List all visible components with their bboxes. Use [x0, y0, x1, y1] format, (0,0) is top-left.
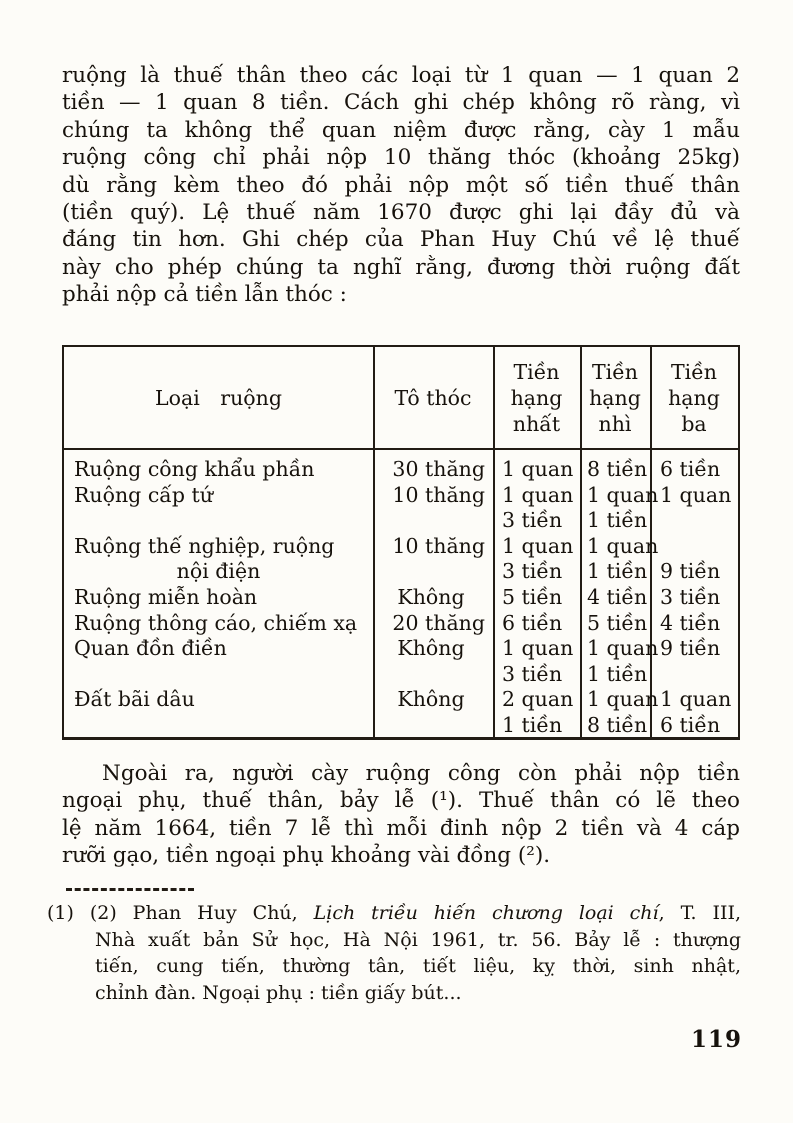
cell-loai_ruong — [64, 534, 373, 585]
header-label: hạng — [668, 385, 720, 410]
cell-line: 3 tiền — [502, 661, 563, 686]
table-body — [64, 450, 738, 739]
paragraph-line: chúng ta không thể quan niệm được rằng, cày 1 mẫu — [62, 117, 740, 143]
paragraph-line: (tiền quý). Lệ thuế năm 1670 được ghi lại đầy đủ và — [62, 200, 740, 226]
cell-line: 9 tiền — [660, 636, 721, 661]
table-header-row — [64, 347, 738, 450]
footnote-line: chỉnh đàn. Ngoại phụ : tiền giấy bút... — [95, 981, 462, 1004]
table-row — [64, 534, 738, 585]
cell-tien_hang_nhat — [493, 483, 580, 534]
cell-line: 6 tiền — [660, 457, 721, 481]
table-row — [64, 687, 738, 738]
cell-tien_hang_nhi — [580, 533, 659, 585]
cell-line: 1 quan — [502, 482, 574, 507]
cell-line: 1 tiền — [587, 661, 648, 686]
cell-line: 1 tiền — [587, 559, 648, 584]
cell-loai_ruong — [64, 687, 373, 738]
cell-tien_hang_nhat — [493, 534, 580, 585]
paragraph-line: ruộng công chỉ phải nộp 10 thăng thóc (khoảng 25kg) — [62, 145, 740, 171]
cell-tien_hang_ba — [650, 585, 738, 611]
cell-to_thoc — [373, 585, 493, 611]
paragraph-line: Ngoài ra, người cày ruộng công còn phải nộp tiền — [102, 761, 740, 786]
cell-tien_hang_ba — [650, 483, 738, 534]
cell-line: Không — [397, 636, 465, 661]
cell-line: 3 tiền — [660, 584, 721, 609]
header-label: ba — [681, 411, 707, 436]
cell-line: 20 thăng — [392, 610, 485, 635]
cell-to_thoc — [373, 483, 493, 534]
cell-line: 1 quan — [502, 457, 574, 481]
cell-loai_ruong — [64, 636, 373, 687]
cell-tien_hang_ba — [650, 687, 738, 738]
header-label: Tiền — [670, 359, 718, 384]
paragraph-line: ngoại phụ, thuế thân, bảy lễ (¹). Thuế thân có lẽ theo — [62, 788, 740, 814]
footnote-block — [47, 900, 741, 1006]
cell-to_thoc — [373, 636, 493, 687]
footnote-divider — [66, 888, 194, 891]
header-cell-tien_hang_nhat — [493, 347, 580, 448]
cell-line: Ruộng cấp tứ — [74, 482, 213, 507]
cell-line: 2 quan — [502, 687, 574, 712]
cell-line: 1 tiền — [587, 508, 648, 533]
cell-line: Ruộng thế nghiệp, ruộng — [74, 533, 335, 558]
footnote-text: , T. III, — [658, 902, 742, 924]
header-label: hạng — [589, 385, 641, 410]
header-label: hạng — [510, 385, 563, 410]
footnote-text: (1) (2) Phan Huy Chú, — [47, 902, 314, 924]
footnote-book-title: Lịch triều hiến chương loại chí — [313, 902, 659, 924]
cell-tien_hang_ba — [650, 611, 738, 637]
cell-to_thoc — [373, 687, 493, 738]
cell-line: 1 quan — [587, 687, 659, 712]
cell-line: Quan đồn điền — [74, 636, 227, 661]
cell-tien_hang_nhat — [493, 687, 580, 738]
intro-paragraph — [62, 62, 740, 309]
cell-line: 5 tiền — [587, 610, 648, 635]
paragraph-line: đáng tin hơn. Ghi chép của Phan Huy Chú về lệ thuế — [62, 227, 740, 253]
table-row — [64, 585, 738, 611]
cell-line — [650, 534, 738, 560]
cell-tien_hang_nhat — [493, 457, 580, 483]
paragraph-line: này cho phép chúng ta nghĩ rằng, đương thời ruộng đất — [62, 254, 740, 280]
footnote-line: Nhà xuất bản Sử học, Hà Nội 1961, tr. 56. Bảy lễ : thượng — [95, 928, 741, 951]
header-label: nhì — [598, 411, 632, 436]
table-row — [64, 457, 738, 483]
cell-line: 1 quan — [587, 636, 659, 661]
cell-tien_hang_ba — [650, 636, 738, 687]
cell-loai_ruong — [64, 611, 373, 637]
cell-line: 1 quan — [587, 482, 659, 507]
header-cell-tien_hang_nhi — [580, 347, 650, 448]
table-row — [64, 611, 738, 637]
cell-line: 3 tiền — [502, 508, 563, 533]
cell-line: 6 tiền — [502, 610, 563, 635]
cell-tien_hang_nhi — [580, 482, 659, 534]
cell-line: nội điện — [176, 559, 261, 584]
cell-line: 10 thăng — [392, 482, 485, 507]
footnote-line — [47, 900, 741, 927]
cell-line: Không — [397, 687, 465, 712]
cell-line: Ruộng miễn hoàn — [74, 584, 258, 609]
cell-loai_ruong — [64, 457, 373, 483]
cell-tien_hang_nhat — [493, 636, 580, 687]
cell-line: 30 thăng — [392, 457, 485, 481]
page-number: 119 — [690, 1026, 742, 1053]
cell-to_thoc — [373, 534, 493, 585]
paragraph-line: phải nộp cả tiền lẫn thóc : — [62, 282, 347, 308]
table-row — [64, 483, 738, 534]
cell-tien_hang_nhat — [493, 611, 580, 637]
cell-line: 1 quan — [660, 687, 732, 712]
cell-to_thoc — [373, 457, 493, 483]
cell-loai_ruong — [64, 585, 373, 611]
cell-line: Ruộng công khẩu phần — [74, 457, 315, 481]
header-label: Loại ruộng — [155, 385, 282, 410]
header-label: Tô thóc — [394, 385, 472, 410]
paragraph-line: rưỡi gạo, tiền ngoại phụ khoảng vài đồng (²). — [62, 843, 551, 869]
cell-line: 1 quan — [502, 636, 574, 661]
cell-line: 1 quan — [502, 533, 574, 558]
cell-tien_hang_nhi — [580, 636, 659, 687]
cell-line: 4 tiền — [587, 584, 648, 609]
paragraph-line: tiền — 1 quan 8 tiền. Cách ghi chép không rõ ràng, vì — [62, 90, 740, 116]
cell-tien_hang_nhi — [580, 457, 650, 483]
cell-loai_ruong — [64, 483, 373, 534]
cell-line: 6 tiền — [660, 712, 721, 737]
cell-tien_hang_nhi — [580, 585, 650, 611]
cell-line: 5 tiền — [502, 584, 563, 609]
cell-to_thoc — [373, 611, 493, 637]
cell-tien_hang_nhat — [493, 585, 580, 611]
cell-line: Đất bãi dâu — [74, 687, 195, 712]
paragraph-line: ruộng là thuế thân theo các loại từ 1 quan — 1 quan 2 — [62, 63, 740, 88]
cell-line: 10 thăng — [392, 533, 485, 558]
cell-tien_hang_ba — [650, 457, 738, 483]
tax-table — [62, 345, 740, 740]
header-label: nhất — [512, 411, 561, 436]
cell-line: 8 tiền — [587, 457, 648, 481]
cell-line: 1 tiền — [502, 712, 563, 737]
footnote-line: tiến, cung tiến, thường tân, tiết liệu, kỵ thời, sinh nhật, — [95, 955, 741, 977]
header-cell-to_thoc — [373, 347, 493, 448]
cell-line: 1 quan — [587, 533, 659, 558]
cell-line: 3 tiền — [502, 559, 563, 584]
header-label: Tiền — [513, 359, 560, 384]
cell-tien_hang_ba — [650, 534, 738, 585]
table-row — [64, 636, 738, 687]
paragraph-line: lệ năm 1664, tiền 7 lễ thì mỗi đinh nộp 2 tiền và 4 cáp — [62, 815, 740, 841]
body-paragraph — [62, 760, 740, 870]
cell-tien_hang_nhi — [580, 611, 650, 637]
cell-line: 8 tiền — [587, 712, 648, 737]
cell-line: 1 quan — [660, 482, 732, 507]
header-label: Tiền — [591, 359, 639, 384]
cell-line: Không — [397, 584, 465, 609]
cell-tien_hang_nhi — [580, 687, 659, 738]
cell-line: 9 tiền — [660, 559, 721, 584]
paragraph-line: dù rằng kèm theo đó phải nộp một số tiền thuế thân — [62, 172, 740, 198]
header-cell-loai_ruong — [64, 347, 373, 448]
header-cell-tien_hang_ba — [650, 347, 738, 448]
cell-line: 4 tiền — [660, 610, 721, 635]
cell-line: Ruộng thông cáo, chiếm xạ — [74, 610, 358, 635]
